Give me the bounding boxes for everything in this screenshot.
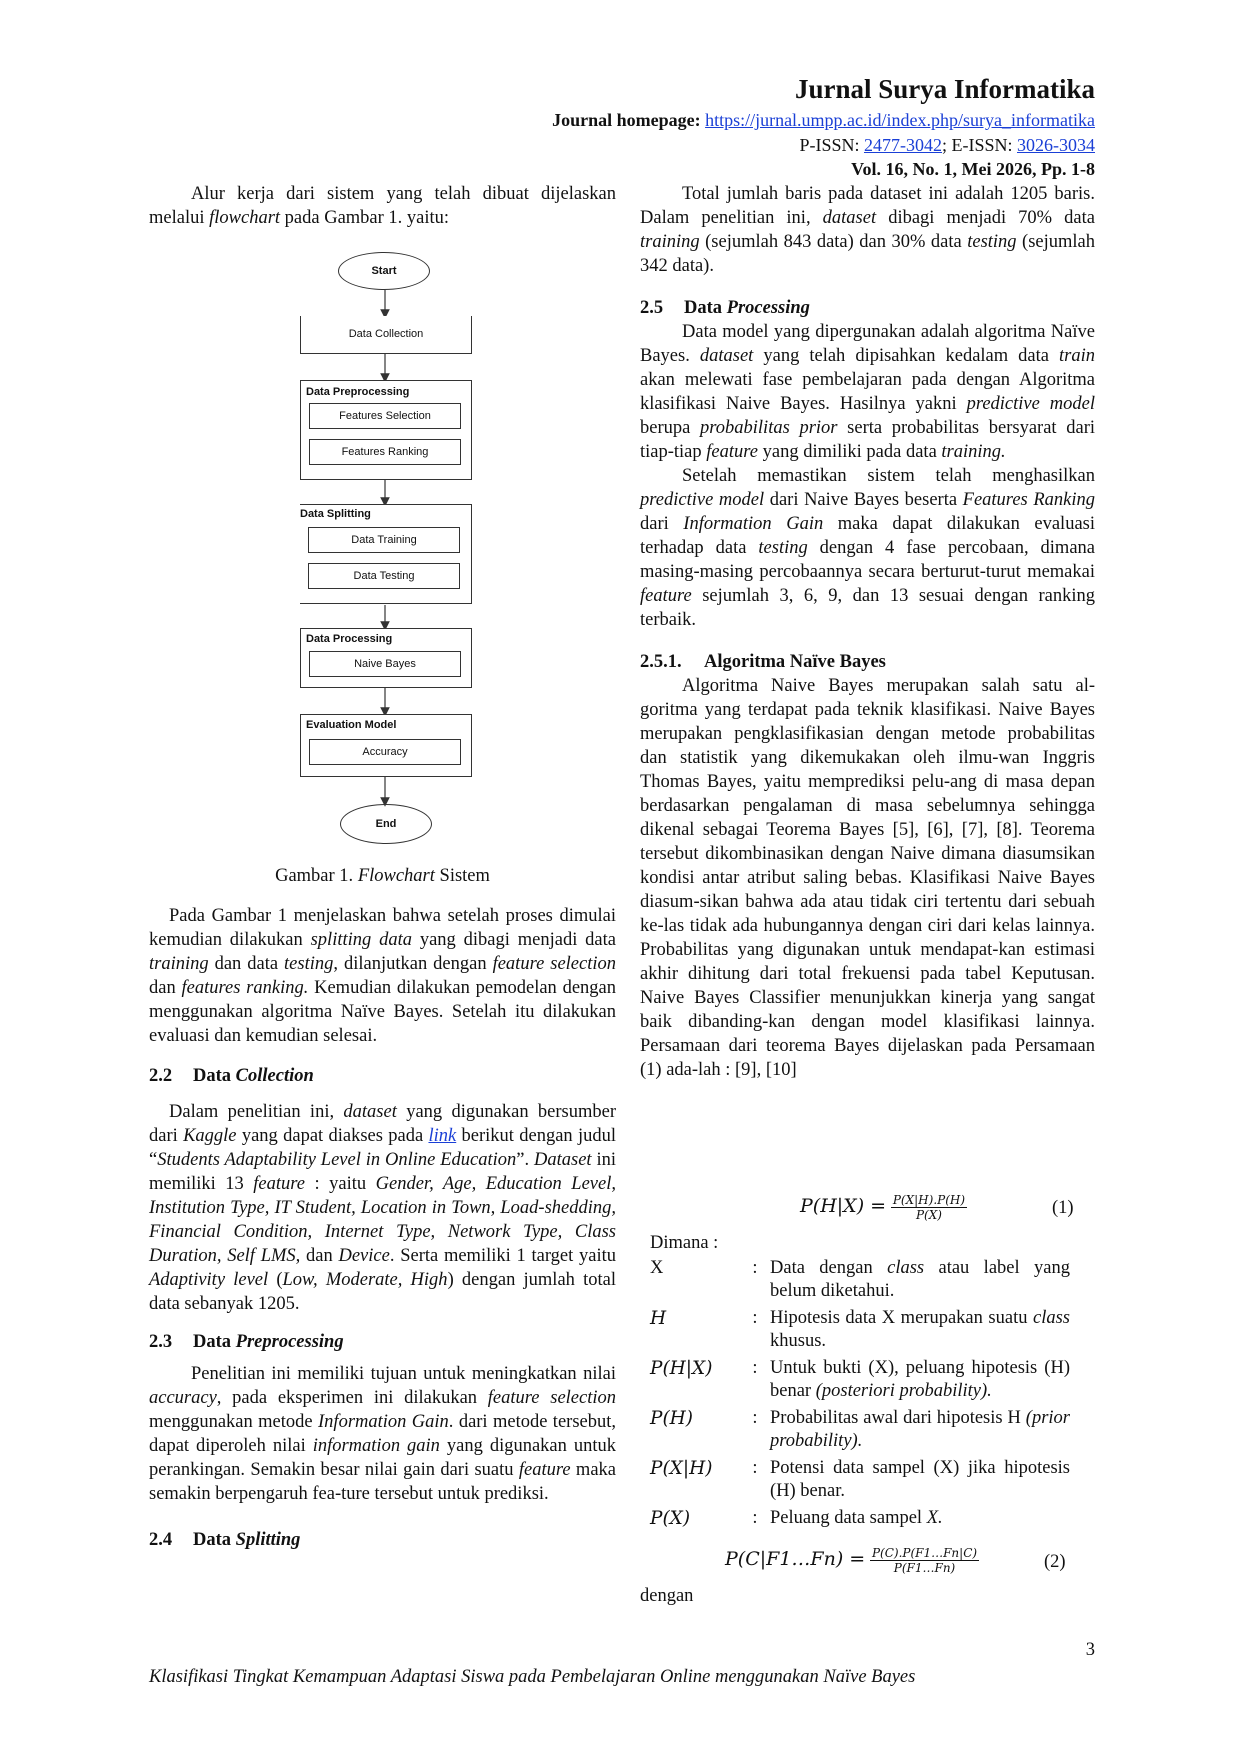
equation-1-number: (1) xyxy=(1052,1198,1074,1218)
flowchart-data-collection: Data Collection xyxy=(300,316,472,354)
definition-row: P(X|H) : Potensi data sampel (X) jika hipotesis (H) benar. xyxy=(650,1458,1070,1501)
issn-line: P-ISSN: 2477-3042; E-ISSN: 3026-3034 xyxy=(799,135,1095,155)
flowchart-accuracy: Accuracy xyxy=(309,739,461,765)
flowchart-evaluation-model-group xyxy=(300,714,472,777)
left-column xyxy=(149,182,616,230)
definition-list xyxy=(650,1257,1070,1534)
left-paragraph-3: Penelitian ini memiliki tujuan untuk meningkatkan nilai accuracy, pada eksperimen ini dilakukan feature selection menggunakan metode Information Gain. dari metode tersebut, dapat diperoleh nilai information gain yang digunakan untuk perankingan. Semakin besar nilai gain dari suatu feature maka semakin berpengaruh fea-ture tersebut untuk prediksi. xyxy=(149,1364,617,1504)
definition-row: P(H) : Probabilitas awal dari hipotesis H (prior probability). xyxy=(650,1408,1070,1451)
section-2-5-1-heading: 2.5.1. Algoritma Naïve Bayes xyxy=(640,652,886,672)
flowchart-data-splitting-group xyxy=(300,504,472,604)
flowchart-start: Start xyxy=(338,252,430,290)
left-paragraph-2: Dalam penelitian ini, dataset yang digunakan bersumber dari Kaggle yang dapat diakses pada link berikut dengan judul “Students Adaptability Level in Online Education”. Dataset ini memiliki 13 feature : yaitu Gender, Age, Education Level, Institution Type, IT Student, Location in Town, Load-shedding, Financial Condition, Internet Type, Network Type, Class Duration, Self LMS, dan Device. Serta memiliki 1 target yaitu Adaptivity level (Low, Moderate, High) dengan jumlah total data sebanyak 1205. xyxy=(149,1102,616,1314)
flowchart xyxy=(290,250,490,850)
right-paragraph-1: Total jumlah baris pada dataset ini adalah 1205 baris. Dalam penelitian ini, dataset dibagi menjadi 70% data training (sejumlah 843 data) dan 30% data testing (sejumlah 342 data). xyxy=(640,184,1096,276)
flowchart-evaluation-model-label: Evaluation Model xyxy=(306,719,397,731)
flowchart-data-preprocessing-group xyxy=(300,380,472,480)
intro-paragraph: Alur kerja dari sistem yang telah dibuat dijelaskan melalui flowchart pada Gambar 1. yaitu: xyxy=(149,184,616,228)
flowchart-data-processing-label: Data Processing xyxy=(306,633,393,645)
equation-1: P(H|X) = $\frac{P(X|H).P(H)}{P(X)}$ xyxy=(800,1193,966,1222)
definition-row: H : Hipotesis data X merupakan suatu class khusus. xyxy=(650,1308,1070,1351)
flowchart-data-testing: Data Testing xyxy=(308,563,460,589)
definition-row: P(X) : Peluang data sampel X. xyxy=(650,1508,943,1529)
page-number: 3 xyxy=(1085,1640,1095,1660)
eissn-link[interactable]: 3026-3034 xyxy=(1017,135,1095,155)
section-2-3-heading: 2.3 Data Preprocessing xyxy=(149,1332,344,1352)
section-2-5-heading: 2.5 Data Processing xyxy=(640,298,810,318)
right-paragraph-2: Data model yang dipergunakan adalah algoritma Naïve Bayes. dataset yang telah dipisahkan kedalam data train akan melewati fase pembelajaran pada dengan Algoritma klasifikasi Naive Bayes. Hasilnya yakni predictive model berupa probabilitas prior serta probabilitas bersyarat dari tiap-tiap feature yang dimiliki pada data training. xyxy=(640,322,1096,462)
right-column xyxy=(640,182,1095,1082)
pissn-link[interactable]: 2477-3042 xyxy=(863,135,942,155)
left-column-lower xyxy=(149,864,616,1560)
section-2-2-heading: 2.2 Data Collection xyxy=(149,1066,314,1086)
flowchart-data-training: Data Training xyxy=(308,527,460,553)
definition-row: P(H|X) : Untuk bukti (X), peluang hipotesis (H) benar (posteriori probability). xyxy=(650,1358,1070,1401)
flowchart-data-processing-group xyxy=(300,628,472,688)
right-paragraph-4: Algoritma Naive Bayes merupakan salah satu al-goritma yang terdapat pada teknik klasifikasi. Naive Bayes merupakan pengklasifikasian dengan metode probabilitas dan statistik yang dikemukakan oleh ilmu-wan Inggris Thomas Bayes, yaitu memprediksi pelu-ang di masa depan berdasarkan pengalaman di masa sebelumnya sehingga dikenal sebagai Teorema Bayes [5], [6], [7], [8]. Teorema tersebut dikombinasikan dengan Naive dimana diasumsikan kondisi antar atribut saling bebas. Klasifikasi Naive Bayes diasum-sikan bahwa ada atau tidak ciri tertentu dari sebuah ke-las tidak ada hubungannya dengan ciri dari kelas lainnya. Probabilitas yang digunakan untuk mendapat-kan estimasi akhir dihitung dari total frekuensi pada tabel Keputusan. Naive Bayes Classifier menunjukkan kinerja yang sangat baik dibanding-kan dengan model klasifikasi lainnya. Persamaan dari teorema Bayes dijelaskan pada Persamaan (1) ada-lah : [9], [10] xyxy=(640,676,1095,1080)
definition-row: X : Data dengan class atau label yang belum diketahui. xyxy=(650,1258,1070,1301)
equation-2-number: (2) xyxy=(1044,1552,1066,1572)
flowchart-data-splitting-label: Data Splitting xyxy=(300,508,371,520)
flowchart-features-ranking: Features Ranking xyxy=(309,439,461,465)
dengan-text: dengan xyxy=(640,1586,694,1606)
flowchart-data-preprocessing-label: Data Preprocessing xyxy=(306,386,410,398)
dimana-label: Dimana : xyxy=(650,1233,719,1253)
homepage-label: Journal homepage: xyxy=(552,110,701,130)
journal-title: Jurnal Surya Informatika xyxy=(794,74,1095,104)
volume-info: Vol. 16, No. 1, Mei 2026, Pp. 1-8 xyxy=(851,159,1095,179)
figure-caption: Gambar 1. Flowchart Sistem xyxy=(275,866,490,886)
kaggle-link[interactable]: link xyxy=(428,1126,457,1146)
equation-2: P(C|F1…Fn) = $\frac{P(C).P(F1\dots Fn|C)}{P(F1\dots Fn)}$ xyxy=(725,1546,978,1575)
left-paragraph-1: Pada Gambar 1 menjelaskan bahwa setelah proses dimulai kemudian dilakukan splitting data yang dibagi menjadi data training dan data testing, dilanjutkan dengan feature selection dan features ranking. Kemudian dilakukan pemodelan dengan menggunakan algoritma Naïve Bayes. Setelah itu dilakukan evaluasi dan kemudian selesai. xyxy=(149,906,617,1046)
section-2-4-heading: 2.4 Data Splitting xyxy=(149,1530,301,1550)
flowchart-end: End xyxy=(340,804,432,844)
right-paragraph-3: Setelah memastikan sistem telah menghasilkan predictive model dari Naive Bayes beserta Features Ranking dari Information Gain maka dapat dilakukan evaluasi terhadap data testing dengan 4 fase percobaan, dimana masing-masing percobaannya secara berturut-turut memakai feature sejumlah 3, 6, 9, dan 13 sesuai dengan ranking terbaik. xyxy=(640,466,1096,630)
flowchart-naive-bayes: Naive Bayes xyxy=(309,651,461,677)
journal-homepage-line xyxy=(552,110,1095,131)
homepage-link[interactable]: https://jurnal.umpp.ac.id/index.php/surya_informatika xyxy=(705,110,1095,130)
flowchart-features-selection: Features Selection xyxy=(309,403,461,429)
running-title: Klasifikasi Tingkat Kemampuan Adaptasi Siswa pada Pembelajaran Online menggunakan Naïve Bayes xyxy=(149,1667,916,1687)
